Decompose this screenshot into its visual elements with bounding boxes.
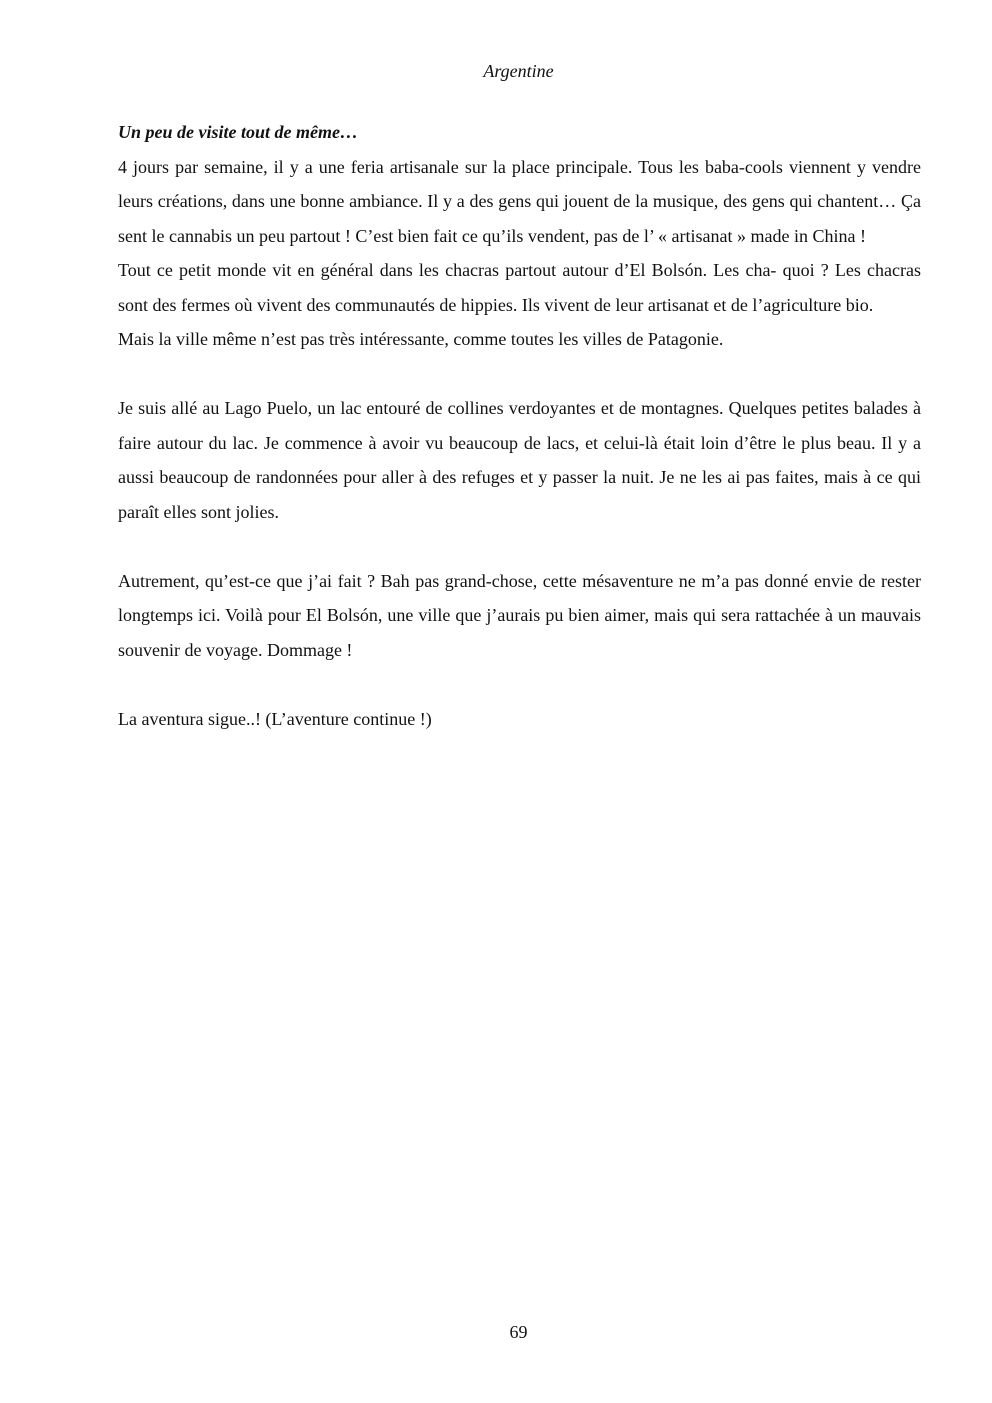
paragraph-autrement: Autrement, qu’est-ce que j’ai fait ? Bah pas grand-chose, cette mésaventure ne m’a pas donné envie de rester longtemps ici. Voilà pour El Bolsón, une ville que j’aurais pu bien aimer, mais qui sera rattachée à un mauvais souvenir de voyage. Dommage ! [118,570,921,660]
paragraph-chacras: Tout ce petit monde vit en général dans les chacras partout autour d’El Bolsón. Les cha- quoi ? Les chacras sont des fermes où vivent des communautés de hippies. Ils vivent de leur artisanat et de l’agriculture bio. [118,260,921,315]
section-title: Un peu de visite tout de même… [118,122,358,142]
paragraph-aventura: La aventura sigue..! (L’aventure continue !) [118,708,432,729]
page-number: 69 [509,1322,528,1342]
running-header: Argentine [483,61,554,81]
body-text [118,115,921,736]
paragraph-feria: 4 jours par semaine, il y a une feria artisanale sur la place principale. Tous les baba-cools viennent y vendre leurs créations, dans une bonne ambiance. Il y a des gens qui jouent de la musique, des gens qui chantent… Ça sent le cannabis un peu partout ! C’est bien fait ce qu’ils vendent, pas de l’ « artisanat » made in China ! [118,156,921,246]
paragraph-lago-puelo: Je suis allé au Lago Puelo, un lac entouré de collines verdoyantes et de montagnes. Quelques petites balades à faire autour du lac. Je commence à avoir vu beaucoup de lacs, et celui-là était loin d’être le plus beau. Il y a aussi beaucoup de randonnées pour aller à des refuges et y passer la nuit. Je ne les ai pas faites, mais à ce qui paraît elles sont jolies. [118,398,921,522]
paragraph-ville: Mais la ville même n’est pas très intéressante, comme toutes les villes de Patagonie. [118,329,724,349]
